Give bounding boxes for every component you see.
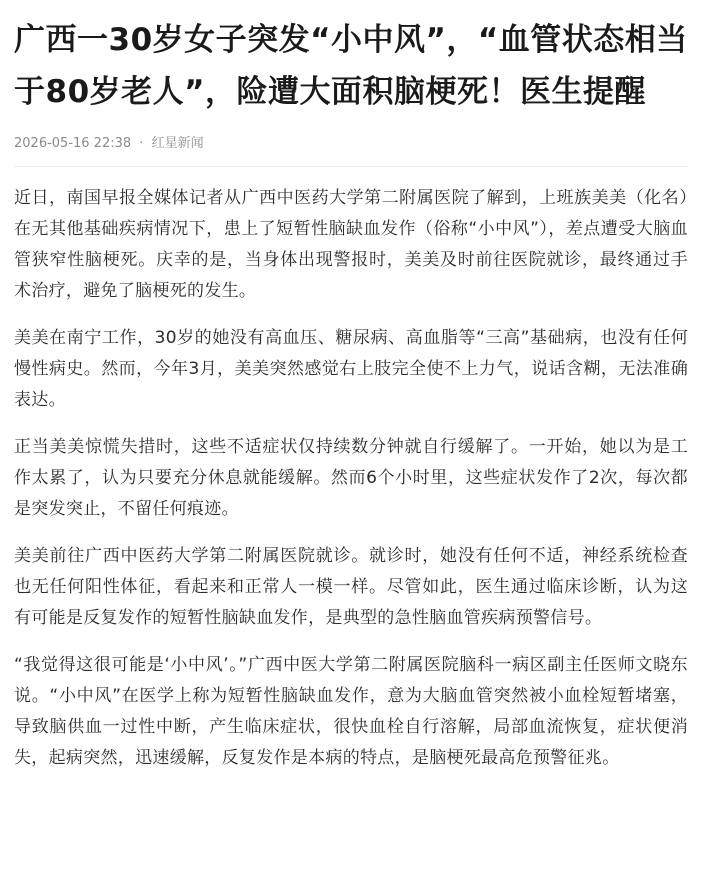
meta-divider	[14, 166, 688, 167]
article-source[interactable]: 红星新闻	[151, 136, 204, 151]
paragraph: “我觉得这很可能是‘小中风’。”广西中医大学第二附属医院脑科一病区副主任医师文晓东说。“小中风”在医学上称为短暂性脑缺血发作，意为大脑血管突然被小血栓短暂堵塞，导致脑供血一过性中断，产生临床症状，很快血栓自行溶解，局部血流恢复，症状便消失，起病突然，迅速缓解，反复发作是本病的特点，是脑梗死最高危预警征兆。	[14, 655, 688, 768]
paragraph: 近日，南国早报全媒体记者从广西中医药大学第二附属医院了解到，上班族美美（化名）在无其他基础疾病情况下，患上了短暂性脑缺血发作（俗称“小中风”），差点遭受大脑血管狭窄性脑梗死。庆幸的是，当身体出现警报时，美美及时前往医院就诊，最终通过手术治疗，避免了脑梗死的发生。	[14, 188, 688, 301]
meta-separator: ·	[139, 136, 144, 151]
publish-datetime: 2026-05-16 22:38	[14, 136, 132, 151]
article-meta	[14, 134, 688, 154]
paragraph: 美美前往广西中医药大学第二附属医院就诊。就诊时，她没有任何不适，神经系统检查也无任何阳性体征，看起来和正常人一模一样。尽管如此，医生通过临床诊断，认为这有可能是反复发作的短暂性脑缺血发作，是典型的急性脑血管疾病预警信号。	[14, 546, 688, 628]
paragraph: 正当美美惊慌失措时，这些不适症状仅持续数分钟就自行缓解了。一开始，她以为是工作太累了，认为只要充分休息就能缓解。然而6个小时里，这些症状发作了2次，每次都是突发突止，不留任何痕迹。	[14, 437, 688, 519]
article-body	[14, 183, 688, 774]
paragraph: 美美在南宁工作，30岁的她没有高血压、糖尿病、高血脂等“三高”基础病，也没有任何慢性病史。然而，今年3月，美美突然感觉右上肢完全使不上力气，说话含糊，无法准确表达。	[14, 328, 688, 410]
article-title: 广西一30岁女子突发“小中风”，“血管状态相当于80岁老人”，险遭大面积脑梗死！医生提醒	[14, 22, 688, 110]
